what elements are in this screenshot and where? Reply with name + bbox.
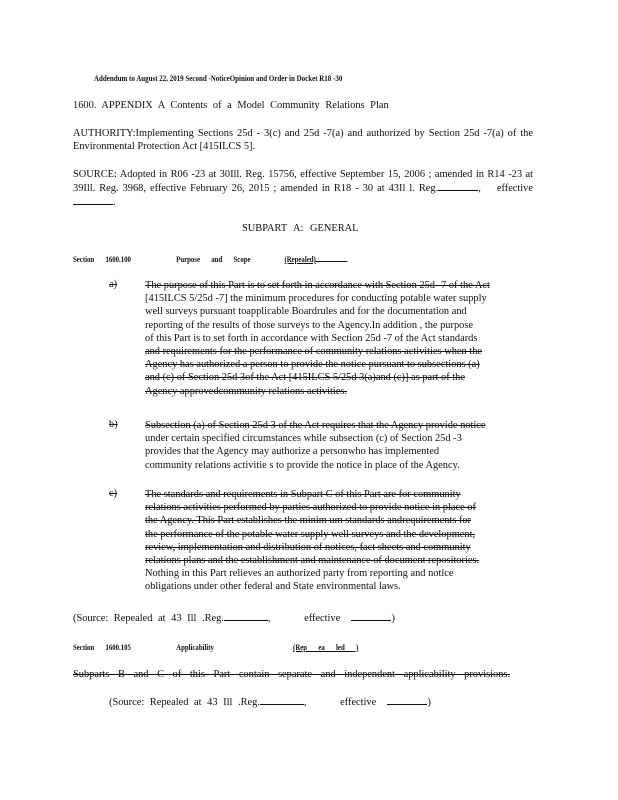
- source-note-2-effective: effective: [340, 697, 377, 708]
- item-c-line: relations activities performed by parties authorized to provide notice in place of: [145, 502, 476, 514]
- source-note-2-effective-blank: [387, 695, 427, 705]
- item-c-line: review, implementation and distribution of notices, fact sheets and community: [145, 541, 471, 553]
- section-1600-100-heading: [73, 253, 348, 264]
- section-title: Applicability: [176, 642, 214, 652]
- item-c-line: Nothing in this Part relieves an authorized party from reporting and notice: [145, 568, 454, 580]
- source-note-1-effective: effective: [304, 613, 341, 624]
- reg-blank: [438, 181, 478, 191]
- source-paragraph: SOURCE: Adopted in R06 -23 at 30Ill. Reg. 15756, effective September 15, 2006 ; amended in R14 -23 at 39Ill. Reg. 3968, effective February 26, 2015 ; amended in R18 - 30 at 43Il l. Reg. , effective .: [73, 169, 533, 209]
- source-note-2: (Source: Repealed at 43 Ill .Reg. , effective ): [109, 697, 431, 708]
- source-note-2-suffix: ): [427, 697, 431, 708]
- item-b-line: Subsection (a) of Section 25d 3 of the Act requires that the Agency provide notice: [145, 420, 486, 431]
- item-b-line: provides that the Agency may authorize a personwho has implemented: [145, 446, 440, 458]
- section-number: Section 1600.105: [73, 642, 131, 652]
- item-c-text: [145, 488, 537, 594]
- item-b-line: under certain specified circumstances while subsection (c) of Section 25d -3: [145, 433, 462, 445]
- source-note-1-suffix: ): [391, 613, 395, 624]
- subpart-heading: SUBPART A: GENERAL: [242, 223, 359, 234]
- section-status: (Repealed): [284, 254, 316, 264]
- source-note-1: (Source: Repealed at 43 Ill .Reg. , effective ): [73, 613, 395, 624]
- item-c-line: the Agency. This Part establishes the minim um standards andrequirements for: [145, 515, 472, 527]
- section-title: Purpose and Scope: [176, 254, 251, 264]
- item-b-line: community relations activitie s to provide the notice in place of the Agency.: [145, 459, 460, 471]
- source-effective-label: effective: [496, 183, 533, 195]
- subparts-applicability-text: Subparts B and C of this Part contain separate and independent applicability provisions.: [73, 669, 511, 680]
- source-note-1-effective-blank: [351, 611, 391, 621]
- section-1600-105-heading: [73, 642, 358, 652]
- item-c-line: The standards and requirements in Subpart C of this Part are for community: [145, 489, 461, 500]
- item-c-line: obligations under other federal and State environmental laws.: [145, 581, 401, 593]
- item-a-label: a): [109, 279, 118, 290]
- item-a-line: of this Part is to set forth in accordance with Section 25d -7 of the Act standards: [145, 332, 478, 344]
- source-note-2-reg-blank: [260, 695, 304, 705]
- item-b-text: [145, 419, 537, 472]
- effective-blank: [73, 195, 113, 205]
- item-a-line: Agency has authorized a person to provide the notice pursuant to subsections (a): [145, 359, 480, 371]
- source-text: SOURCE: Adopted in R06 -23 at 30Ill. Reg. 15756, effective September 15, 2006 ; amended in R14 -23 at 39Ill. Reg. 3968, effective February 26, 2015 ; amended in R18 - 30 at 43Il l.: [73, 169, 533, 195]
- document-header: Addendum to August 22, 2019 Second -NoticeOpinion and Order in Docket R18 -30: [94, 73, 343, 83]
- source-note-2-prefix: (Source: Repealed at 43 Ill .Reg.: [109, 697, 260, 708]
- item-a-line: The purpose of this Part is to set forth in accordance with Section 25d -7 of the Act: [145, 280, 490, 291]
- source-reg-label: Reg.: [418, 183, 439, 195]
- item-a-line: [415ILCS 5/25d -7] the minimum procedures for conducting potable water supply: [145, 293, 487, 305]
- section-status-blank: [316, 253, 348, 262]
- item-a-text: [145, 279, 537, 398]
- item-c-line: the performance of the potable water supply well surveys and the development,: [145, 528, 476, 540]
- item-a-line: Agency approvedcommunity relations activities.: [145, 385, 347, 397]
- authority-paragraph: AUTHORITY:Implementing Sections 25d - 3(c) and 25d -7(a) and authorized by Section 25d -7(a) of the Environmental Protection Act [415ILCS 5].: [73, 128, 533, 153]
- item-a-line: reporting of the results of those surveys to the Agency.In addition , the purpose: [145, 319, 474, 331]
- appendix-title: 1600. APPENDIX A Contents of a Model Community Relations Plan: [73, 100, 389, 111]
- item-a-line: well surveys pursuant toapplicable Boardrules and for the documentation and: [145, 306, 467, 318]
- item-a-line: and (c) of Section 25d 3of the Act [415ILCS 5/25d 3(a)and (c)] as part of the: [145, 372, 465, 384]
- source-note-1-reg-blank: [224, 611, 268, 621]
- item-c-line: relations plans and the establishment and maintenance of document repositories.: [145, 555, 480, 567]
- item-a-line: and requirements for the performance of community relations activities when the: [145, 346, 483, 358]
- source-note-1-prefix: (Source: Repealed at 43 Ill .Reg.: [73, 613, 224, 624]
- section-number: Section 1600.100: [73, 254, 131, 264]
- section-status: (Rep ea led ): [293, 642, 359, 652]
- item-b-label: b): [109, 419, 118, 430]
- item-c-label: c): [109, 488, 118, 499]
